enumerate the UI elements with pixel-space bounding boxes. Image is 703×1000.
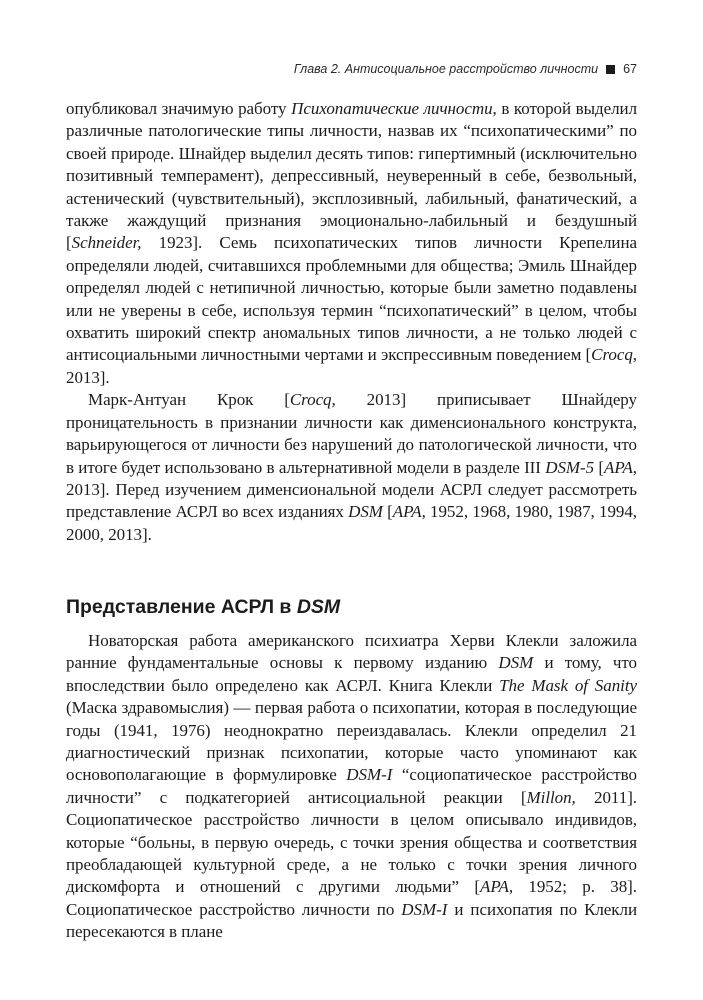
paragraph-text-run: Марк-Антуан Крок [ <box>88 390 290 410</box>
paragraph-text-run: , в которой выделил различные патологические типы личности, назвав их “психопатическими” по своей природе. Шнайдер выделил десять типов: гипертимный (исключительно позитивный темперамент), депрессивный, неуверенный в себе, безвольный, астенический (чувствительный), эксплозивный, лабильный, фанатический, а также жаждущий признания эмоционально-лабильный и бездушный [ <box>66 99 638 253</box>
paragraph-italic-run: Crocq, <box>591 345 637 365</box>
paragraph-italic-run: DSM-I <box>346 765 393 785</box>
paragraph-italic-run: APA, <box>392 502 426 522</box>
paragraph-text-run: опубликовал значимую работу <box>66 99 292 118</box>
running-head-title: Глава 2. Антисоциальное расстройство личности <box>293 62 599 76</box>
paragraph-italic-run: DSM <box>348 502 383 522</box>
running-head <box>294 62 637 76</box>
section-heading-italic: DSM <box>296 596 341 618</box>
paragraph-italic-run: DSM-5 <box>545 457 595 477</box>
section-heading <box>66 596 340 619</box>
paragraph-italic-run: APA, <box>480 877 514 897</box>
paragraph-text-run: 2013]. Перед изучением дименсиональной модели АСРЛ следует рассмотреть представление АСРЛ во всех изданиях <box>66 479 637 522</box>
paragraph-text-run: 2013] приписывает Шнайдеру проницательность в признании личности как дименсионального конструкта, варьирующегося от личности без нарушений до патологической личности, что в итоге будет использовано в альтернативной модели в разделе III <box>66 390 637 477</box>
section-heading-text: Представление АСРЛ в <box>66 596 297 618</box>
paragraph-text-run: 1952; p. 38]. Социопатическое расстройство личности по <box>66 877 637 919</box>
paragraph-text-run: (Маска здравомыслия) — первая работа о психопатии, которая в последующие годы (1941, 1976) неоднократно переиздавалась. Клекли определил 21 диагностический признак психопатии, которые часто упоминают как основополагающие в формулировке <box>66 698 637 785</box>
paragraph-italic-run: Crocq, <box>289 390 336 410</box>
paragraph-italic-run: Millon, <box>526 787 576 807</box>
paragraph-italic-run: The Mask of Sanity <box>499 675 637 695</box>
paragraph-text-run: “социопатическое расстройство личности” с подкатегорией антисоциальной реакции [ <box>66 765 637 807</box>
page-number: 67 <box>623 62 637 76</box>
paragraph-text-run: [ <box>382 502 393 522</box>
paragraph <box>66 630 637 944</box>
body-text-block-2 <box>66 630 637 944</box>
paragraph-italic-run: APA, <box>604 457 638 477</box>
paragraph-text-run: Новаторская работа американского психиатра Херви Клекли заложила ранние фундаментальные основы к первому изданию <box>66 631 637 673</box>
paragraph-italic-run: Психопатические личности <box>291 99 493 118</box>
paragraph-text-run: [ <box>594 457 604 477</box>
paragraph-italic-run: DSM-I <box>401 899 448 919</box>
body-text-block-1 <box>66 98 637 546</box>
paragraph-text-run: 1923]. Семь психопатических типов личности Крепелина определяли людей, считавшихся проблемными для общества; Эмиль Шнайдер определял людей с нетипичной личностью, которые были заметно подавлены или не уверены в себе, используя термин “психопатический” в целом, чтобы охватить широкий спектр аномальных типов личности, а не только людей с антисоциальными личностными чертами и экспрессивным поведением [ <box>66 233 637 365</box>
paragraph-italic-run: Schneider, <box>71 233 142 253</box>
paragraph <box>66 98 637 389</box>
paragraph-text-run: и тому, что впоследствии было определено как АСРЛ. Книга Клекли <box>66 653 637 695</box>
paragraph-text-run: 2013]. <box>66 367 110 387</box>
paragraph <box>66 389 637 546</box>
paragraph-text-run: и психопатия по Клекли пересекаются в плане <box>66 899 637 942</box>
square-bullet-icon <box>606 65 615 74</box>
paragraph-text-run: 1952, 1968, 1980, 1987, 1994, 2000, 2013]. <box>66 502 637 544</box>
paragraph-text-run: 2011]. Социопатическое расстройство личности в целом описывало индивидов, которые “больны, в первую очередь, с точки зрения общества и соответствия преобладающей культурной среде, а не только с точки зрения личного дискомфорта и отношений с другими людьми” [ <box>66 787 638 897</box>
paragraph-italic-run: DSM <box>498 653 534 673</box>
